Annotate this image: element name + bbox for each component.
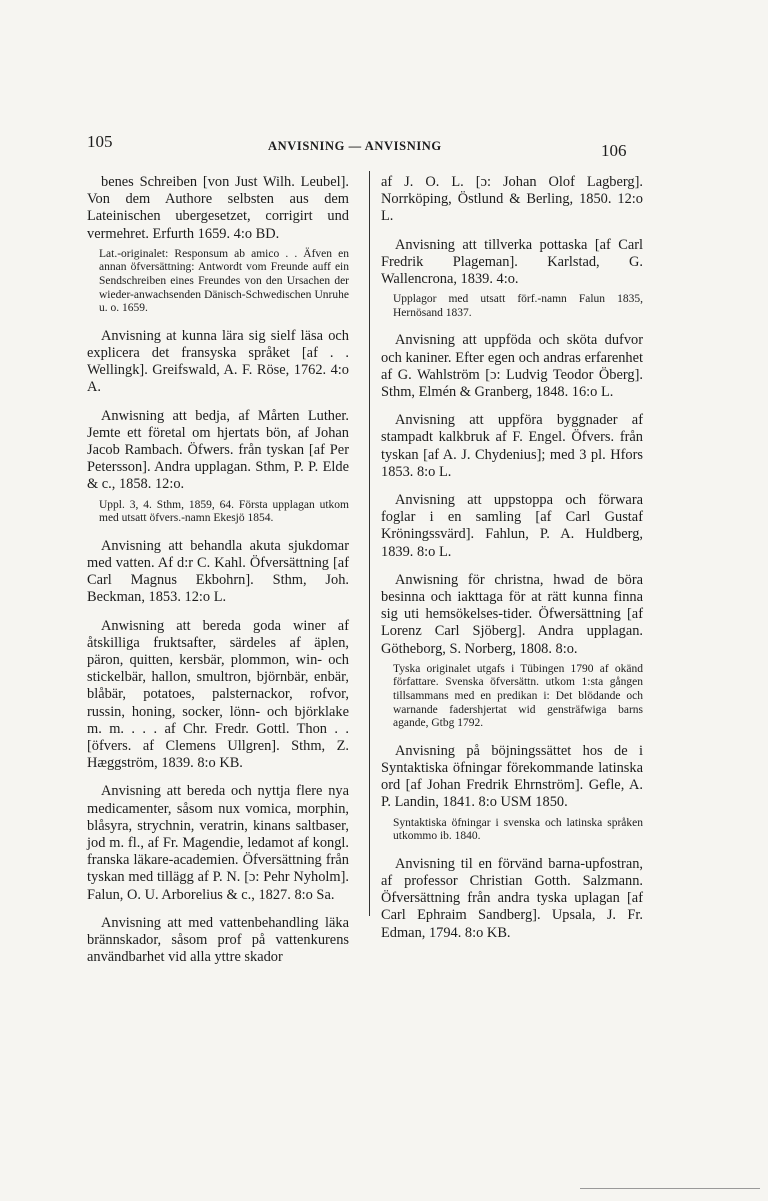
bibliography-entry: Anvisning att med vattenbehandling läka brännskador, såsom prof på vattenkurens användbarhet vid alla yttre skador [87,914,349,966]
bibliography-entry: Anvisning at kunna lära sig sielf läsa och explicera det fransyska språket [af . . Wellingk]. Greifswald, A. F. Röse, 1762. 4:o A. [87,327,349,396]
left-column [87,174,349,977]
column-divider [369,171,370,916]
entry-note: Syntaktiska öfningar i svenska och latinska språken utkommo ib. 1840. [393,816,643,843]
right-column [381,174,643,953]
bibliography-entry: Anwisning att bereda goda winer af åtskilliga fruktsafter, särdeles af äplen, päron, quitten, kersbär, plommon, win- och stickelbär, hallon, smultron, björnbär, enbär, blåbär, potatoes, palsternackor, rofvor, russin, honing, socker, lönn- och björklake m. m. . . . af Chr. Fredr. Gottl. Thon . . [öfvers. af Clemens Ullgren]. Sthm, Z. Hæggström, 1839. 8:o KB. [87,617,349,772]
bibliography-entry: Anvisning på böjningssättet hos de i Syntaktiska öfningar förekommande latinska ord [af Johan Fredrik Ehrnström]. Gefle, A. P. Landin, 1841. 8:o USM 1850. [381,742,643,811]
entry-note: Upplagor med utsatt förf.-namn Falun 1835, Hernösand 1837. [393,293,643,319]
bottom-rule [580,1188,760,1189]
entry-note: Lat.-originalet: Responsum ab amico . . Äfven en annan öfversättning: Antwordt vom Freunde auff ein Sendschreiben eines Freundes von den Ursachen der wieder-anwachsenden Dänisch-Schwedischen Unruhe u. o. 1659. [99,247,349,315]
bibliography-entry: benes Schreiben [von Just Wilh. Leubel]. Von dem Authore selbsten aus dem Lateinischen ubergesetzet, corrigirt und vermehret. Erfurth 1659. 4:o BD. [87,174,349,242]
entry-note: Uppl. 3, 4. Sthm, 1859, 64. Första upplagan utkom med utsatt öfvers.-namn Ekesjö 1854. [99,498,349,525]
running-head: ANVISNING — ANVISNING [268,139,442,153]
bibliography-entry: Anvisning att uppföra byggnader af stampadt kalkbruk af F. Engel. Öfvers. från tyskan [af A. J. Chydenius]; med 3 pl. Hfors 1853. 8:o L. [381,412,643,480]
bibliography-entry: af J. O. L. [ɔ: Johan Olof Lagberg]. Norrköping, Östlund & Berling, 1850. 12:o L. [381,174,643,225]
page-number-left: 105 [87,132,113,151]
bibliography-entry: Anwisning att bedja, af Mårten Luther. Jemte ett företal om hjertats bön, af Johan Jacob Rambach. Öfwers. från tyskan [af Per Petersson]. Andra upplagan. Sthm, P. P. Elde & c., 1858. 12:o. [87,407,349,493]
bibliography-entry: Anvisning att uppföda och sköta dufvor och kaniner. Efter egen och andras erfarenhet af G. Wahlström [ɔ: Ludvig Teodor Öberg]. Sthm, Elmén & Granberg, 1848. 16:o L. [381,332,643,401]
entry-note: Tyska originalet utgafs i Tübingen 1790 af okänd författare. Svenska öfversättn. utkom 1:sta gången tillsammans med en predikan i: Det blödande och warnande fadershjertat wid gensträfwiga barns agande, Gtbg 1792. [393,662,643,730]
bibliography-entry: Anvisning til en förvänd barna-upfostran, af professor Christian Gotth. Salzmann. Öfversättning från andra tyska uplagan [af Carl Ephraim Sandberg]. Upsala, J. Fr. Edman, 1794. 8:o KB. [381,855,643,941]
bibliography-entry: Anwisning för christna, hwad de böra besinna och iakttaga för at rätt kunna finna sig uti hemsökelses-tider. Öfwersättning [af Lorenz Carl Sjöberg]. Andra upplagan. Götheborg, S. Norberg, 1808. 8:o. [381,571,643,657]
bibliography-entry: Anvisning att tillverka pottaska [af Carl Fredrik Plageman]. Karlstad, G. Wallencrona, 1839. 4:o. [381,236,643,288]
bibliography-entry: Anvisning att uppstoppa och förwara foglar i en samling [af Carl Gustaf Kröningssvärd]. Fahlun, P. A. Huldberg, 1839. 8:o L. [381,492,643,560]
page-number-right: 106 [601,141,627,160]
bibliography-entry: Anvisning att behandla akuta sjukdomar med vatten. Af d:r C. Kahl. Öfversättning [af Carl Magnus Ekbohrn]. Sthm, Joh. Beckman, 1853. 12:o L. [87,537,349,606]
bibliography-entry: Anvisning att bereda och nyttja flere nya medicamenter, såsom nux vomica, morphin, blåsyra, strychnin, veratrin, kinans saltbaser, jod m. fl., af Fr. Magendie, ledamot af kongl. franska läkare-academien. Öfversättning från tyskan med tillägg af P. N. [ɔ: Pehr Nyholm]. Falun, O. U. Arborelius & c., 1827. 8:o Sa. [87,783,349,903]
